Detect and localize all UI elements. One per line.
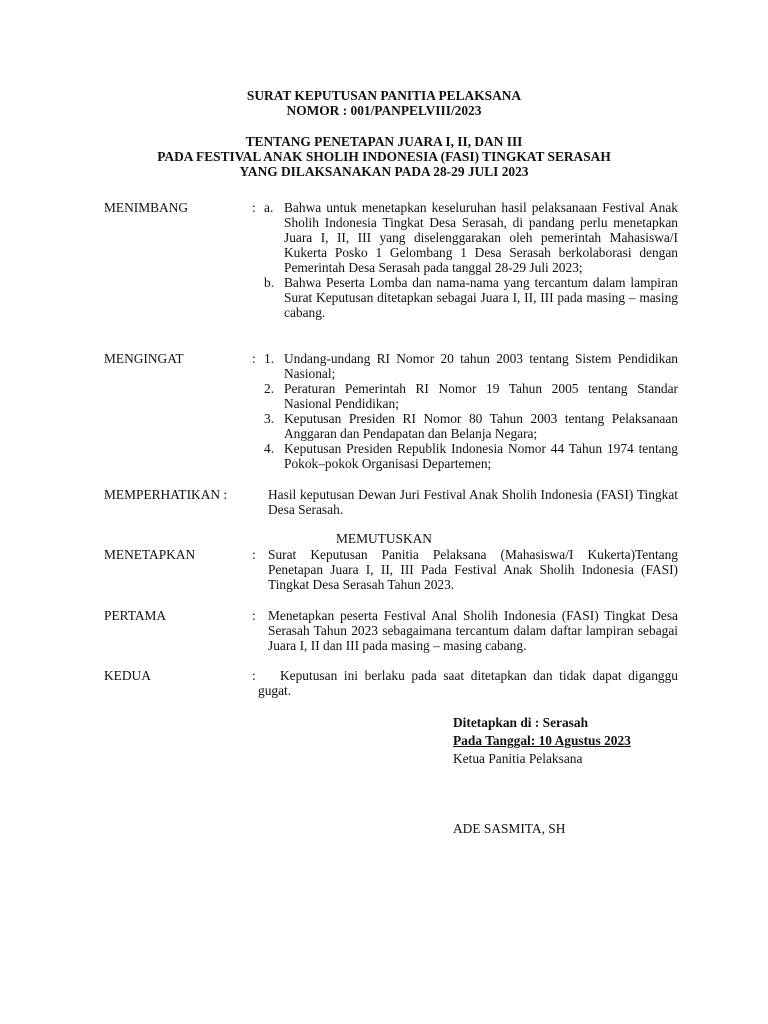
section-label: MEMPERHATIKAN : bbox=[104, 487, 228, 502]
item-marker: 3. bbox=[264, 411, 275, 426]
colon: : bbox=[252, 200, 256, 215]
item-marker: a. bbox=[264, 200, 274, 215]
item-text: Undang-undang RI Nomor 20 tahun 2003 tentang Sistem Pendidikan Nasional; bbox=[284, 351, 678, 381]
section-label: MENGINGAT bbox=[104, 351, 184, 366]
colon: : bbox=[252, 351, 256, 366]
list-item bbox=[264, 441, 678, 471]
document-header bbox=[0, 88, 768, 179]
list-item bbox=[264, 381, 678, 411]
number-line: NOMOR : 001/PANPELVIII/2023 bbox=[286, 103, 482, 118]
signature-place: Ditetapkan di : Serasah bbox=[453, 715, 589, 730]
decision-heading: MEMUTUSKAN bbox=[336, 531, 432, 546]
section-label: PERTAMA bbox=[104, 608, 167, 623]
item-text: Keputusan Presiden Republik Indonesia Nomor 44 Tahun 1974 tentang Pokok–pokok Organisasi Departemen; bbox=[284, 441, 678, 471]
item-text: Bahwa Peserta Lomba dan nama-nama yang tercantum dalam lampiran Surat Keputusan ditetapkan sebagai Juara I, II, III pada masing – masing cabang. bbox=[284, 275, 678, 320]
section-text: Surat Keputusan Panitia Pelaksana (Mahasiswa/I Kukerta)Tentang Penetapan Juara I, II, III Pada Festival Anak Sholih Indonesia (FASI) Tingkat Desa Serasah Tahun 2023. bbox=[268, 547, 678, 592]
item-marker: 2. bbox=[264, 381, 275, 396]
signature-date: Pada Tanggal: 10 Agustus 2023 bbox=[453, 733, 631, 748]
item-marker: 1. bbox=[264, 351, 275, 366]
section-label: MENIMBANG bbox=[104, 200, 189, 215]
list-item bbox=[264, 275, 678, 320]
item-text: Keputusan Presiden RI Nomor 80 Tahun 2003 tentang Pelaksanaan Anggaran dan Pendapatan dan Belanja Negara; bbox=[284, 411, 678, 441]
colon: : bbox=[252, 547, 256, 562]
section-label: MENETAPKAN bbox=[104, 547, 196, 562]
colon: : bbox=[252, 608, 256, 623]
title-line: SURAT KEPUTUSAN PANITIA PELAKSANA bbox=[246, 88, 522, 103]
subject-line-3: YANG DILAKSANAKAN PADA 28-29 JULI 2023 bbox=[239, 164, 529, 179]
signatory-name: ADE SASMITA, SH bbox=[453, 821, 566, 836]
list-item bbox=[264, 351, 678, 381]
section-text: Hasil keputusan Dewan Juri Festival Anak Sholih Indonesia (FASI) Tingkat Desa Serasah. bbox=[268, 487, 678, 517]
list-item bbox=[264, 411, 678, 441]
section-label: KEDUA bbox=[104, 668, 151, 683]
item-text: Bahwa untuk menetapkan keseluruhan hasil pelaksanaan Festival Anak Sholih Indonesia Tingkat Desa Serasah, di pandang perlu menetapkan Juara I, II, III yang diselenggarakan oleh pemerintah Mahasiswa/I Kukerta Posko 1 Gelombang 1 Desa Serasah berkolaborasi dengan Pemerintah Desa Serasah pada tanggal 28-29 Juli 2023; bbox=[284, 200, 678, 275]
section-text: Menetapkan peserta Festival Anal Sholih Indonesia (FASI) Tingkat Desa Serasah Tahun 2023 sebagaimana tercantum dalam daftar lampiran sebagai Juara I, II dan III pada masing – masing cabang. bbox=[268, 608, 678, 653]
list-item bbox=[264, 200, 678, 275]
item-text: Peraturan Pemerintah RI Nomor 19 Tahun 2005 tentang Standar Nasional Pendidikan; bbox=[284, 381, 678, 411]
subject-line: TENTANG PENETAPAN JUARA I, II, DAN III bbox=[245, 134, 523, 149]
signature-role: Ketua Panitia Pelaksana bbox=[453, 751, 583, 766]
subject-line-2: PADA FESTIVAL ANAK SHOLIH INDONESIA (FASI) TINGKAT SERASAH bbox=[157, 149, 611, 164]
item-marker: b. bbox=[264, 275, 275, 290]
colon: : bbox=[252, 668, 256, 683]
item-marker: 4. bbox=[264, 441, 275, 456]
section-text: Keputusan ini berlaku pada saat ditetapkan dan tidak dapat diganggu gugat. bbox=[258, 668, 678, 698]
